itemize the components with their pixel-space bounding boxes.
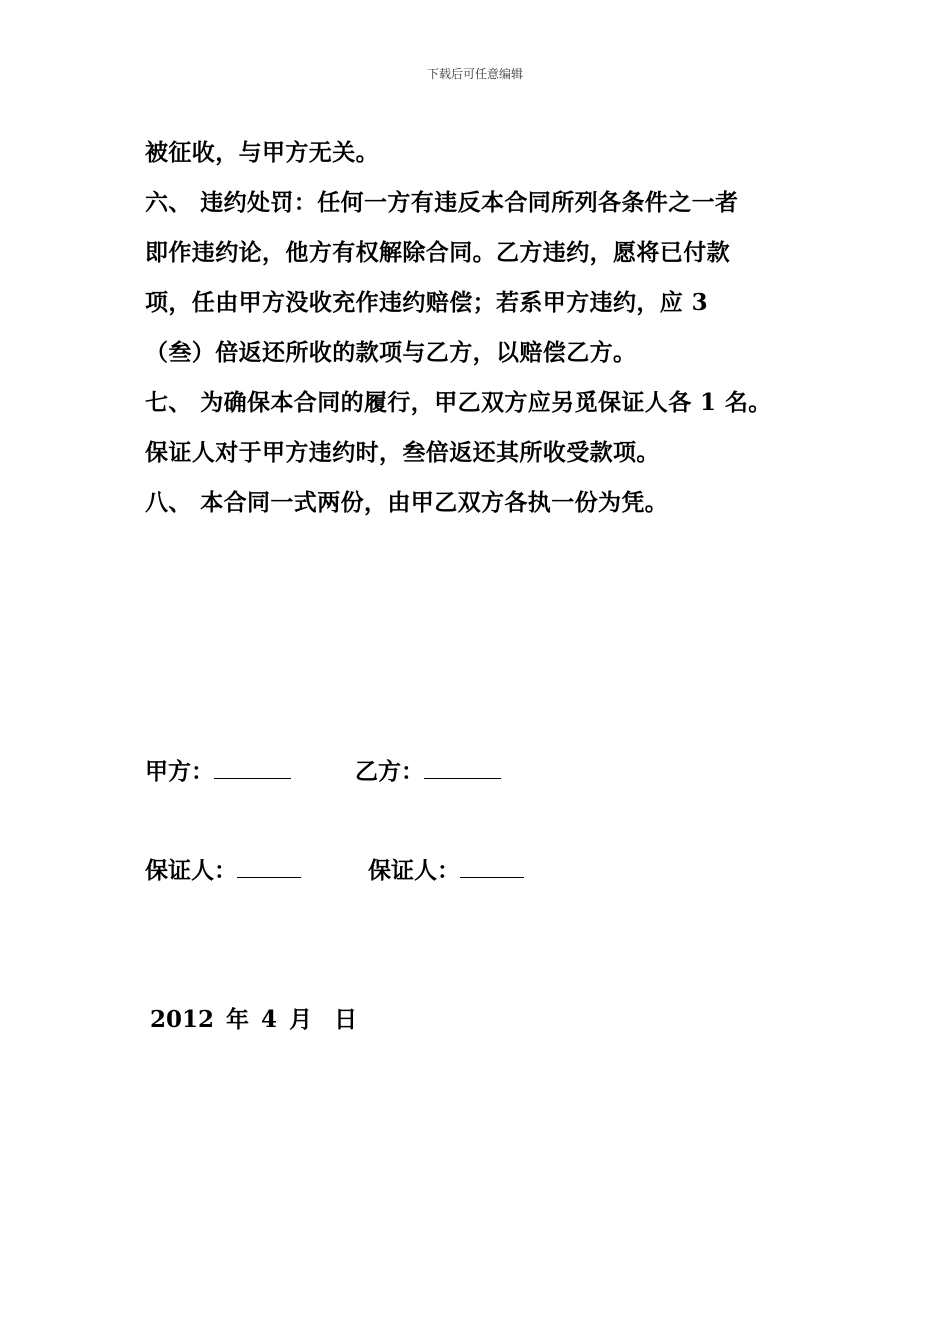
clause-six-line-2: 即作违约论，他方有权解除合同。乙方违约，愿将已付款 — [145, 239, 730, 266]
guarantor-a-signature — [145, 856, 301, 886]
date-year: 2012 — [150, 1006, 215, 1033]
clause-six-line-3: 项，任由甲方没收充作违约赔偿；若系甲方违约，应 3 — [145, 289, 709, 316]
guarantor-b-blank — [460, 857, 524, 878]
page-header-note: 下载后可任意编辑 — [426, 67, 523, 81]
party-b-signature — [355, 757, 501, 787]
guarantor-a-label: 保证人： — [145, 857, 237, 884]
clause-eight-line: 八、 本合同一式两份，由甲乙双方各执一份为凭。 — [145, 489, 669, 516]
contract-line: 被征收，与甲方无关。 — [145, 139, 379, 166]
clause-six-line-4: （叁）倍返还所收的款项与乙方，以赔偿乙方。 — [145, 339, 637, 366]
party-a-label: 甲方： — [145, 758, 214, 785]
clause-seven-line-2: 保证人对于甲方违约时，叁倍返还其所收受款项。 — [145, 439, 660, 466]
clause-six-line-1: 六、 违约处罚：任何一方有违反本合同所列各条件之一者 — [145, 189, 739, 216]
date-year-unit: 年 — [226, 1006, 250, 1033]
party-a-signature — [145, 757, 291, 787]
date-day-unit: 日 — [334, 1006, 358, 1033]
contract-body — [145, 128, 835, 528]
date-month-unit: 月 — [289, 1006, 313, 1033]
party-a-blank — [214, 758, 291, 779]
party-b-label: 乙方： — [355, 758, 424, 785]
clause-seven-line-1: 七、 为确保本合同的履行，甲乙双方应另觅保证人各 1 名。 — [145, 389, 772, 416]
party-b-blank — [424, 758, 501, 779]
guarantor-b-signature — [368, 856, 524, 886]
guarantor-a-blank — [237, 857, 301, 878]
guarantor-b-label: 保证人： — [368, 857, 460, 884]
signing-date — [150, 1005, 361, 1035]
date-month: 4 — [261, 1006, 278, 1033]
